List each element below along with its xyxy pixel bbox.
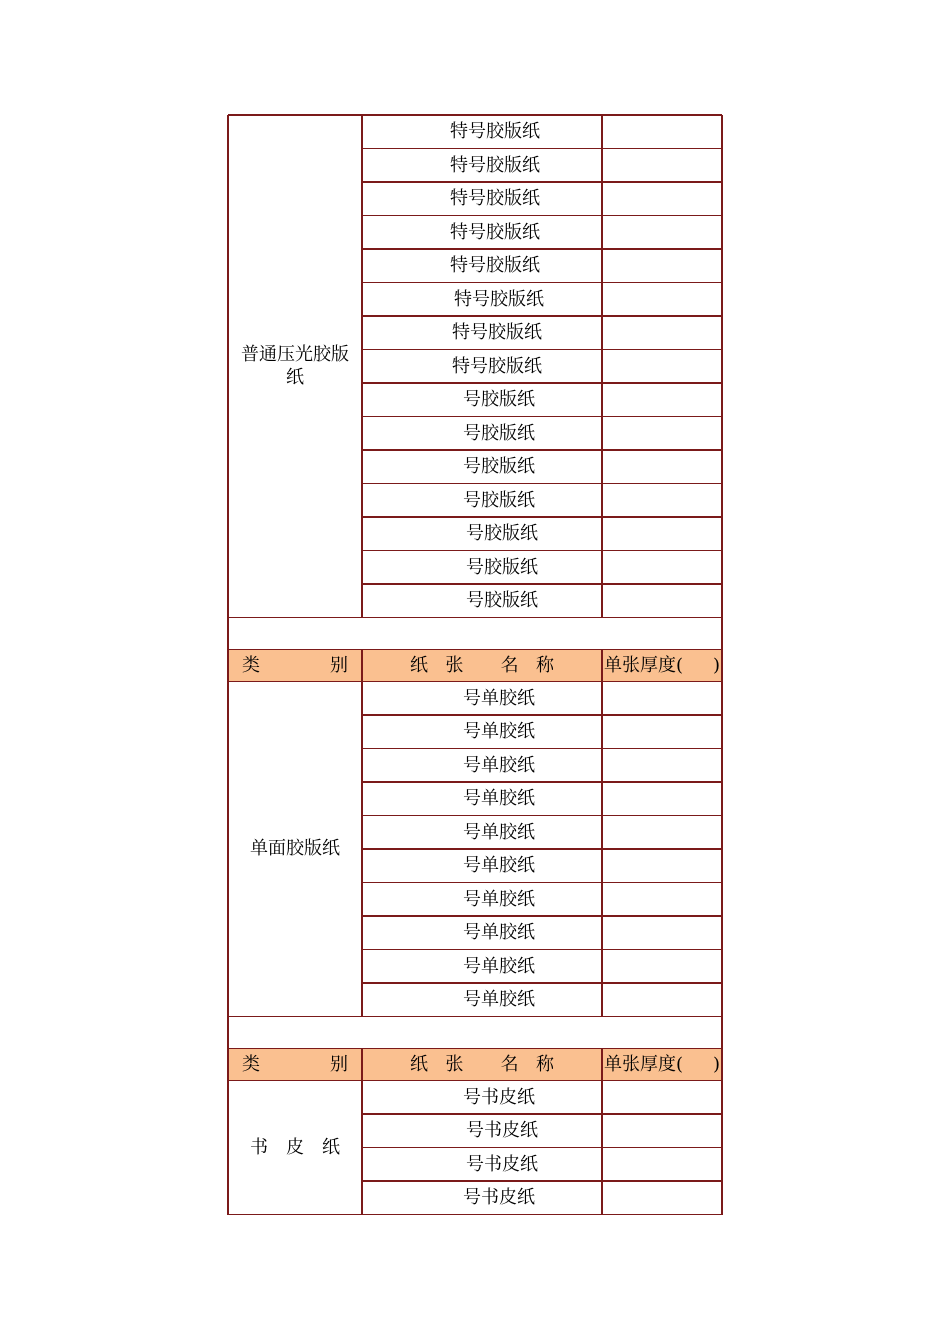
paper-name-cell [362,916,602,950]
grid-line [228,1016,722,1018]
grid-line [361,1081,363,1215]
paper-name-cell [362,816,602,850]
paper-name: 特号胶版纸 [454,288,544,310]
paper-name-cell [362,517,602,551]
header-label-part: 单张厚度( [604,1053,684,1075]
paper-name: 号单胶纸 [463,821,535,843]
paper-name: 特号胶版纸 [450,221,540,243]
header-thickness [602,1049,722,1081]
thickness-cell [602,816,722,850]
thickness-cell [602,916,722,950]
category-label: 书 皮 纸 [250,1136,340,1158]
paper-name: 号单胶纸 [463,754,535,776]
paper-name-cell [362,849,602,883]
paper-name-cell [362,749,602,783]
paper-name-cell [362,115,602,149]
paper-name-cell [362,1148,602,1182]
paper-name: 特号胶版纸 [450,255,540,277]
thickness-cell [602,417,722,451]
thickness-cell [602,749,722,783]
paper-name-cell [362,883,602,917]
thickness-cell [602,350,722,384]
thickness-cell [602,484,722,518]
header-paper-name [362,1049,602,1081]
paper-name: 号单胶纸 [463,922,535,944]
paper-name: 特号胶版纸 [450,188,540,210]
thickness-cell [602,249,722,283]
paper-name: 号书皮纸 [463,1187,535,1209]
header-label-part: 名 [500,654,519,676]
header-label-part: 张 [445,1053,464,1075]
paper-name: 特号胶版纸 [452,322,542,344]
grid-line [227,115,229,1215]
paper-name-cell [362,682,602,716]
category-label: 普通压光胶版纸 [241,343,349,389]
thickness-cell [602,1148,722,1182]
paper-name-cell [362,983,602,1017]
header-label-part: 类 [242,1053,260,1075]
thickness-cell [602,1114,722,1148]
paper-name-cell [362,1181,602,1215]
paper-name: 号胶版纸 [463,489,535,511]
paper-name: 号胶版纸 [466,556,538,578]
paper-name: 号书皮纸 [466,1120,538,1142]
paper-name-cell [362,350,602,384]
paper-name-cell [362,1114,602,1148]
thickness-cell [602,950,722,984]
paper-name-cell [362,782,602,816]
grid-line [601,650,603,682]
thickness-cell [602,1081,722,1115]
paper-name: 号书皮纸 [463,1086,535,1108]
paper-name: 特号胶版纸 [452,355,542,377]
grid-line [361,1049,363,1081]
grid-line [228,114,722,116]
grid-line [601,115,603,618]
thickness-cell [602,149,722,183]
paper-name-cell [362,383,602,417]
header-label-part: ) [712,1053,720,1075]
paper-name: 号单胶纸 [463,989,535,1011]
category-label: 单面胶版纸 [250,838,340,860]
paper-name: 号胶版纸 [463,456,535,478]
header-label-part: 名 [500,1053,519,1075]
header-label-part: ) [712,654,720,676]
paper-name: 号胶版纸 [463,389,535,411]
grid-line [601,682,603,1017]
paper-name-cell [362,584,602,618]
header-label-part: 纸 [410,654,428,676]
paper-name: 号单胶纸 [463,788,535,810]
thickness-cell [602,551,722,585]
grid-line [601,1049,603,1081]
blank-row [228,1017,722,1049]
header-category [228,1049,362,1081]
thickness-cell [602,182,722,216]
paper-name-cell [362,249,602,283]
paper-name: 号书皮纸 [466,1153,538,1175]
thickness-cell [602,216,722,250]
thickness-cell [602,584,722,618]
paper-name-cell [362,149,602,183]
grid-line [361,682,363,1017]
thickness-cell [602,383,722,417]
paper-name-cell [362,182,602,216]
grid-line [228,617,722,619]
paper-name: 号单胶纸 [463,721,535,743]
paper-name: 号单胶纸 [463,955,535,977]
thickness-cell [602,983,722,1017]
grid-line [361,115,363,618]
header-label-part: 称 [535,1053,554,1075]
thickness-cell [602,849,722,883]
paper-name: 特号胶版纸 [450,121,540,143]
grid-line [721,115,723,1215]
paper-name: 号胶版纸 [466,590,538,612]
thickness-cell [602,715,722,749]
header-paper-name [362,650,602,682]
grid-line [228,1214,722,1216]
paper-name-cell [362,450,602,484]
category-cell [228,115,362,618]
paper-name-cell [362,283,602,317]
grid-line [361,650,363,682]
paper-name: 号单胶纸 [463,687,535,709]
paper-name-cell [362,216,602,250]
paper-name-cell [362,316,602,350]
paper-thickness-table [228,115,722,1214]
thickness-cell [602,316,722,350]
thickness-cell [602,1181,722,1215]
header-thickness [602,650,722,682]
thickness-cell [602,682,722,716]
header-label-part: 纸 [410,1053,428,1075]
header-label-part: 单张厚度( [604,654,684,676]
paper-name-cell [362,417,602,451]
paper-name: 号单胶纸 [463,855,535,877]
header-category [228,650,362,682]
header-label-part: 张 [445,654,464,676]
thickness-cell [602,517,722,551]
grid-line [601,1081,603,1215]
paper-name: 号胶版纸 [466,523,538,545]
header-label-part: 称 [535,654,554,676]
thickness-cell [602,883,722,917]
thickness-cell [602,115,722,149]
thickness-cell [602,450,722,484]
category-cell [228,1081,362,1215]
blank-row [228,618,722,650]
paper-name-cell [362,950,602,984]
paper-name-cell [362,1081,602,1115]
thickness-cell [602,283,722,317]
paper-name: 号胶版纸 [463,422,535,444]
thickness-cell [602,782,722,816]
paper-name: 号单胶纸 [463,888,535,910]
header-label-part: 别 [330,654,348,676]
paper-name-cell [362,484,602,518]
paper-name: 特号胶版纸 [450,154,540,176]
category-cell [228,682,362,1017]
paper-name-cell [362,551,602,585]
header-label-part: 别 [330,1053,348,1075]
paper-name-cell [362,715,602,749]
header-label-part: 类 [242,654,260,676]
